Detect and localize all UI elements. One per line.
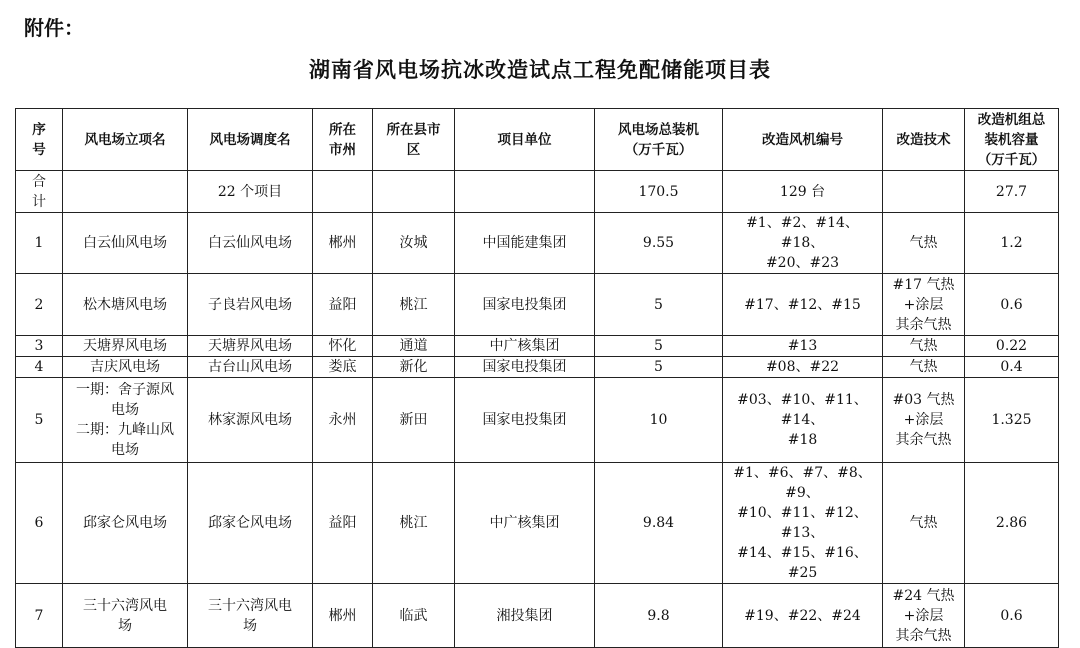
cell: 1.325: [965, 378, 1059, 463]
total-row: [16, 171, 1059, 213]
cell: 邱家仑风电场: [63, 463, 188, 584]
col-header-project-name: 风电场立项名: [63, 109, 188, 171]
cell: 郴州: [313, 213, 373, 274]
cell: [313, 171, 373, 213]
attachment-label: 附件：: [24, 16, 84, 40]
table-row: [16, 584, 1059, 648]
cell: 10: [595, 378, 723, 463]
cell: 气热: [883, 357, 965, 378]
cell: 9.84: [595, 463, 723, 584]
cell: 桃江: [373, 274, 455, 336]
col-header-dispatch-name: 风电场调度名: [188, 109, 313, 171]
cell: 三十六湾风电 场: [188, 584, 313, 648]
cell: #17、#12、#15: [723, 274, 883, 336]
cell: 子良岩风电场: [188, 274, 313, 336]
cell: 一期：舍子源风 电场 二期：九峰山风 电场: [63, 378, 188, 463]
cell: 7: [16, 584, 63, 648]
cell: #08、#22: [723, 357, 883, 378]
cell: 合 计: [16, 171, 63, 213]
col-header-company: 项目单位: [455, 109, 595, 171]
col-header-county: 所在县市 区: [373, 109, 455, 171]
cell: 5: [16, 378, 63, 463]
cell: 邱家仑风电场: [188, 463, 313, 584]
cell: 新化: [373, 357, 455, 378]
cell: 9.8: [595, 584, 723, 648]
cell: 益阳: [313, 463, 373, 584]
cell: #03 气热 +涂层 其余气热: [883, 378, 965, 463]
cell: 怀化: [313, 336, 373, 357]
cell: #1、#6、#7、#8、#9、 #10、#11、#12、#13、 #14、#15、#16、#25: [723, 463, 883, 584]
cell: 国家电投集团: [455, 357, 595, 378]
cell: [455, 171, 595, 213]
header-row: [16, 109, 1059, 171]
cell: 桃江: [373, 463, 455, 584]
cell: 气热: [883, 336, 965, 357]
cell: 3: [16, 336, 63, 357]
col-header-index: 序 号: [16, 109, 63, 171]
table-row: [16, 213, 1059, 274]
cell: 9.55: [595, 213, 723, 274]
cell: [883, 171, 965, 213]
cell: #13: [723, 336, 883, 357]
cell: 国家电投集团: [455, 378, 595, 463]
cell: 27.7: [965, 171, 1059, 213]
cell: 中广核集团: [455, 336, 595, 357]
cell: 湘投集团: [455, 584, 595, 648]
cell: 通道: [373, 336, 455, 357]
col-header-turbine-ids: 改造风机编号: [723, 109, 883, 171]
col-header-retrofit-capacity: 改造机组总 装机容量 （万千瓦）: [965, 109, 1059, 171]
cell: #24 气热 +涂层 其余气热: [883, 584, 965, 648]
cell: [373, 171, 455, 213]
cell: 0.4: [965, 357, 1059, 378]
project-table: [15, 108, 1059, 648]
col-header-technology: 改造技术: [883, 109, 965, 171]
cell: 气热: [883, 213, 965, 274]
cell: 2.86: [965, 463, 1059, 584]
cell: 新田: [373, 378, 455, 463]
cell: 气热: [883, 463, 965, 584]
cell: #1、#2、#14、#18、 #20、#23: [723, 213, 883, 274]
table-row: [16, 336, 1059, 357]
cell: 6: [16, 463, 63, 584]
cell: 129 台: [723, 171, 883, 213]
cell: 0.6: [965, 274, 1059, 336]
cell: #03、#10、#11、#14、 #18: [723, 378, 883, 463]
cell: 白云仙风电场: [63, 213, 188, 274]
cell: 中广核集团: [455, 463, 595, 584]
table-row: [16, 357, 1059, 378]
cell: 5: [595, 357, 723, 378]
cell: 天塘界风电场: [188, 336, 313, 357]
cell: 林家源风电场: [188, 378, 313, 463]
cell: 国家电投集团: [455, 274, 595, 336]
cell: 三十六湾风电 场: [63, 584, 188, 648]
cell: 5: [595, 336, 723, 357]
cell: 天塘界风电场: [63, 336, 188, 357]
cell: 1: [16, 213, 63, 274]
page-title: 湖南省风电场抗冰改造试点工程免配储能项目表: [309, 58, 771, 82]
cell: 益阳: [313, 274, 373, 336]
cell: 汝城: [373, 213, 455, 274]
cell: 4: [16, 357, 63, 378]
cell: 娄底: [313, 357, 373, 378]
cell: 2: [16, 274, 63, 336]
cell: 1.2: [965, 213, 1059, 274]
cell: 郴州: [313, 584, 373, 648]
cell: 5: [595, 274, 723, 336]
cell: 永州: [313, 378, 373, 463]
cell: 22 个项目: [188, 171, 313, 213]
cell: 白云仙风电场: [188, 213, 313, 274]
table-row: [16, 463, 1059, 584]
cell: #17 气热 +涂层 其余气热: [883, 274, 965, 336]
cell: 松木塘风电场: [63, 274, 188, 336]
cell: 中国能建集团: [455, 213, 595, 274]
cell: 古台山风电场: [188, 357, 313, 378]
cell: 临武: [373, 584, 455, 648]
cell: 0.6: [965, 584, 1059, 648]
cell: 0.22: [965, 336, 1059, 357]
cell: #19、#22、#24: [723, 584, 883, 648]
cell: 170.5: [595, 171, 723, 213]
col-header-total-capacity: 风电场总装机 （万千瓦）: [595, 109, 723, 171]
cell: [63, 171, 188, 213]
cell: 吉庆风电场: [63, 357, 188, 378]
col-header-city: 所在 市州: [313, 109, 373, 171]
table-row: [16, 274, 1059, 336]
table-row: [16, 378, 1059, 463]
